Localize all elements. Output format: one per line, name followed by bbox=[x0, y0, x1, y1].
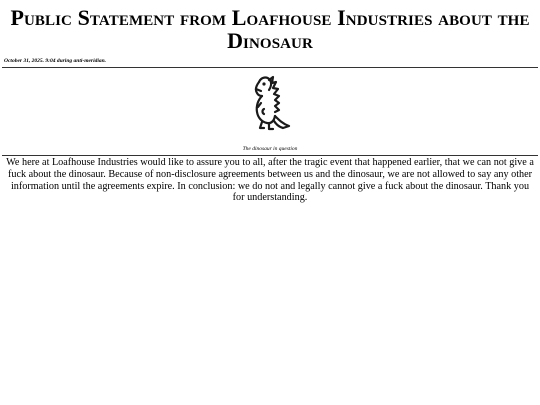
statement-page bbox=[0, 6, 540, 204]
page-title: Public Statement from Loafhouse Industries about the Dinosaur bbox=[10, 5, 530, 53]
dinosaur-figure bbox=[0, 72, 540, 153]
dateline: October 31, 2025. 9:04 during anti-meridian. bbox=[4, 58, 107, 64]
dinosaur-image bbox=[245, 72, 295, 136]
statement-body: We here at Loafhouse Industries would like to assure you to all, after the tragic event that happened earlier, that we can not give a fuck about the dinosaur. Because of non-disclosure agreements between us and the dinosaur, we are not allowed to say any other information until the agreements expire. In conclusion: we do not and legally cannot give a fuck about the dinosaur. Thank you for understanding. bbox=[6, 157, 534, 204]
dinosaur-icon bbox=[245, 72, 295, 136]
bottom-divider bbox=[2, 155, 538, 156]
figure-caption: The dinosaur in question bbox=[242, 146, 298, 152]
top-divider bbox=[2, 67, 538, 68]
